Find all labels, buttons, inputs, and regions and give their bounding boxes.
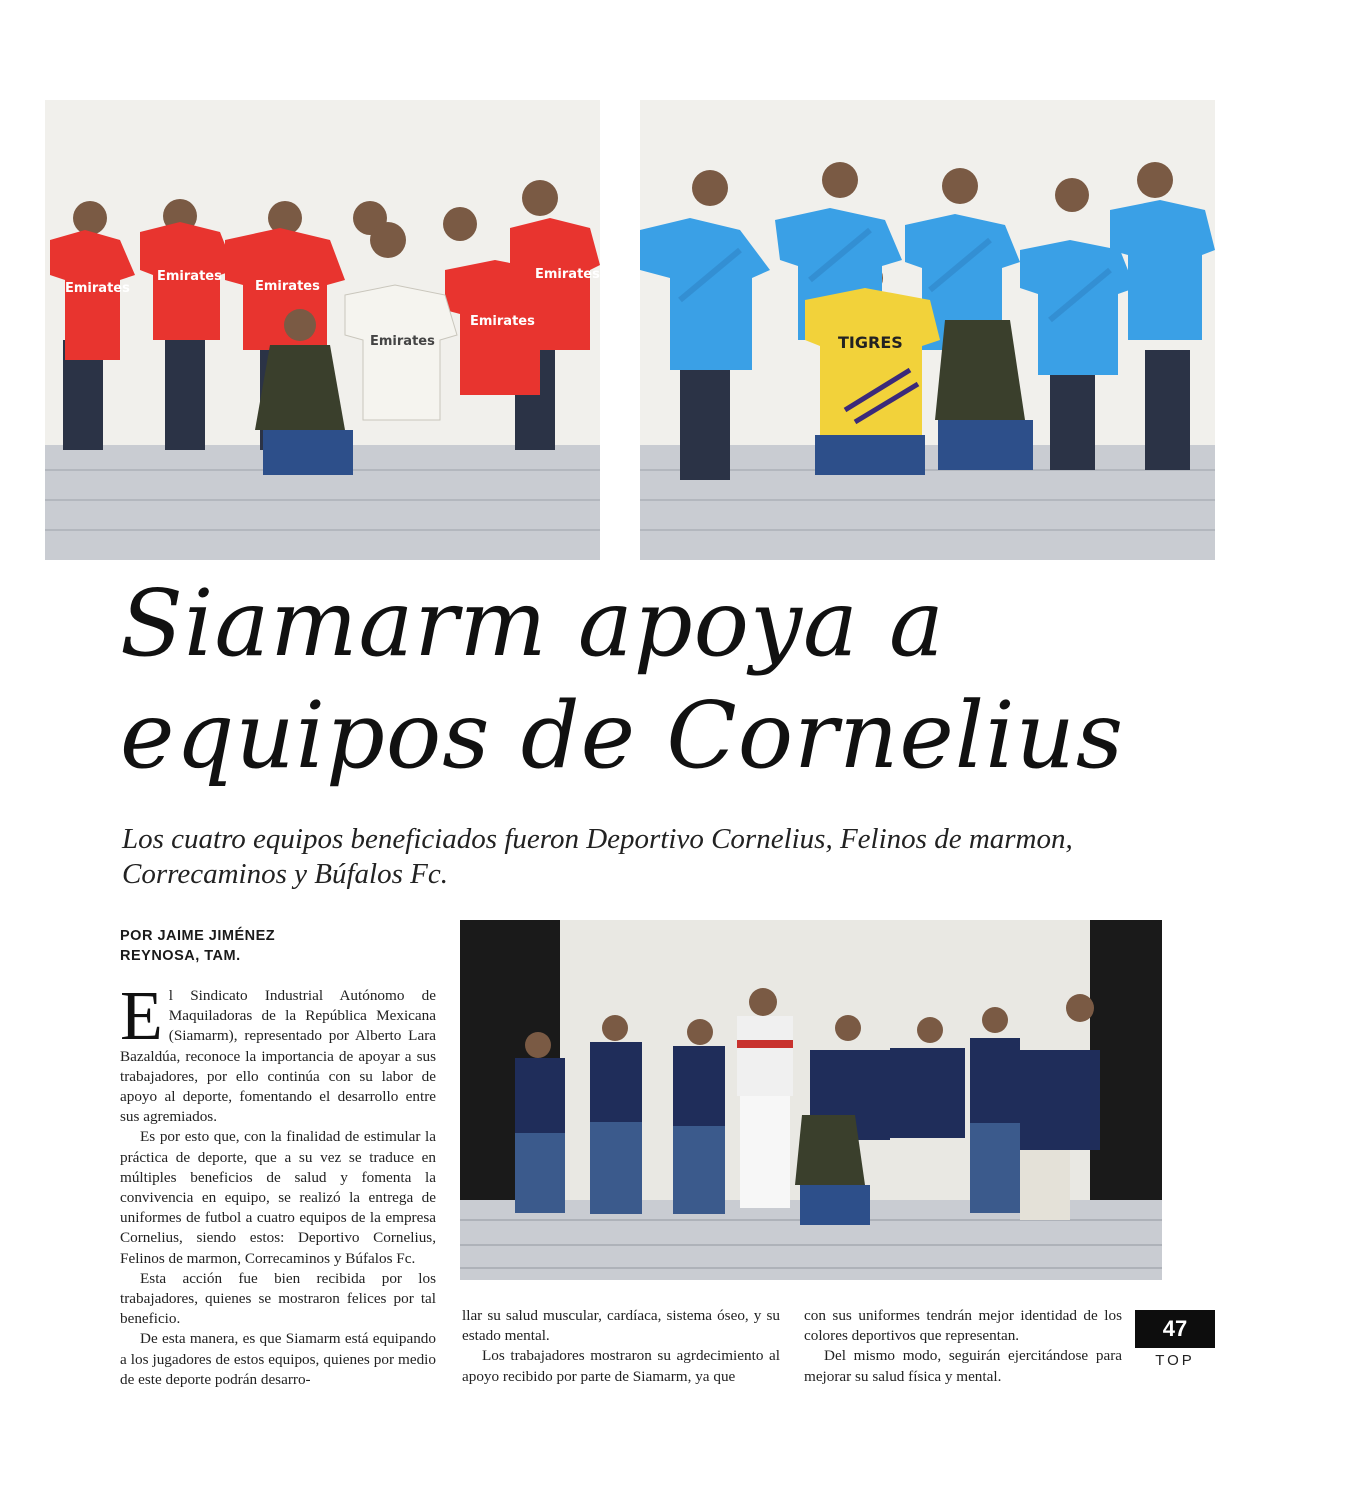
jersey-print-2: Emirates: [157, 269, 222, 284]
paragraph-1-text: l Sindicato Industrial Autónomo de Maquiladoras de la República Mexicana (Siamarm), representado por Alberto Lara Bazaldúa, reconoce la importancia de apoyar a sus trabajadores, por ello continúa con su labor de apoyo al deporte, fomentando el desarrollo entre sus agremiados.: [120, 987, 436, 1126]
byline-location: REYNOSA, TAM.: [120, 948, 241, 964]
headline-line-2: equipos de Cornelius: [120, 682, 1125, 789]
byline-author: POR JAIME JIMÉNEZ: [120, 928, 276, 944]
photo-team-navy-jerseys-image: [460, 920, 1162, 1280]
photo-team-red-jerseys: [45, 100, 600, 560]
subhead-line-2: Correcaminos y Búfalos Fc.: [122, 858, 448, 890]
tigres-jersey-print: TIGRES: [838, 333, 903, 352]
paragraph-4: De esta manera, es que Siamarm está equipando a los jugadores de estos equipos, quienes por medio de este deporte podrán desarro-: [120, 1330, 436, 1388]
article-column-1: [120, 978, 436, 1390]
article-column-2: [462, 1306, 780, 1387]
jersey-print-white: Emirates: [370, 334, 435, 349]
paragraph-1: [120, 978, 436, 1127]
paragraph-6: Los trabajadores mostraron su agrdecimiento al apoyo recibido por parte de Siamarm, ya que: [462, 1347, 780, 1385]
paragraph-7: con sus uniformes tendrán mejor identidad de los colores deportivos que representan.: [804, 1307, 1122, 1345]
article-byline: [120, 926, 275, 966]
drop-cap: E: [120, 978, 163, 1055]
photo-team-navy-jerseys: [460, 920, 1162, 1280]
paragraph-5: llar su salud muscular, cardíaca, sistema óseo, y su estado mental.: [462, 1307, 780, 1345]
jersey-print-4: Emirates: [470, 314, 535, 329]
paragraph-8: Del mismo modo, seguirán ejercitándose para mejorar su salud física y mental.: [804, 1347, 1122, 1385]
subhead-line-1: Los cuatro equipos beneficiados fueron Deportivo Cornelius, Felinos de marmon,: [122, 823, 1073, 855]
photo-team-blue-jerseys-image: [640, 100, 1215, 560]
article-column-3: [804, 1306, 1122, 1387]
page-number-badge: 47: [1135, 1310, 1215, 1348]
photo-team-blue-jerseys: [640, 100, 1215, 560]
jersey-print-5: Emirates: [535, 267, 600, 282]
article-headline: [120, 568, 1220, 792]
article-subhead: [122, 822, 1122, 892]
jersey-print-3: Emirates: [255, 279, 320, 294]
headline-line-1: Siamarm apoya a: [120, 570, 945, 677]
jersey-print-1: Emirates: [65, 281, 130, 296]
section-label: TOP: [1155, 1352, 1195, 1369]
photo-team-red-jerseys-image: [45, 100, 600, 560]
paragraph-3: Esta acción fue bien recibida por los trabajadores, quienes se mostraron felices por tal beneficio.: [120, 1269, 436, 1328]
paragraph-2: Es por esto que, con la finalidad de estimular la práctica de deporte, que a su vez se traduce en múltiples beneficios de salud y fomenta la convivencia en equipo, se realizó la entrega de uniformes de futbol a cuatro equipos de la empresa Cornelius, siendo estos: Deportivo Cornelius, Felinos de marmon, Correcaminos y Búfalos Fc.: [120, 1128, 436, 1267]
